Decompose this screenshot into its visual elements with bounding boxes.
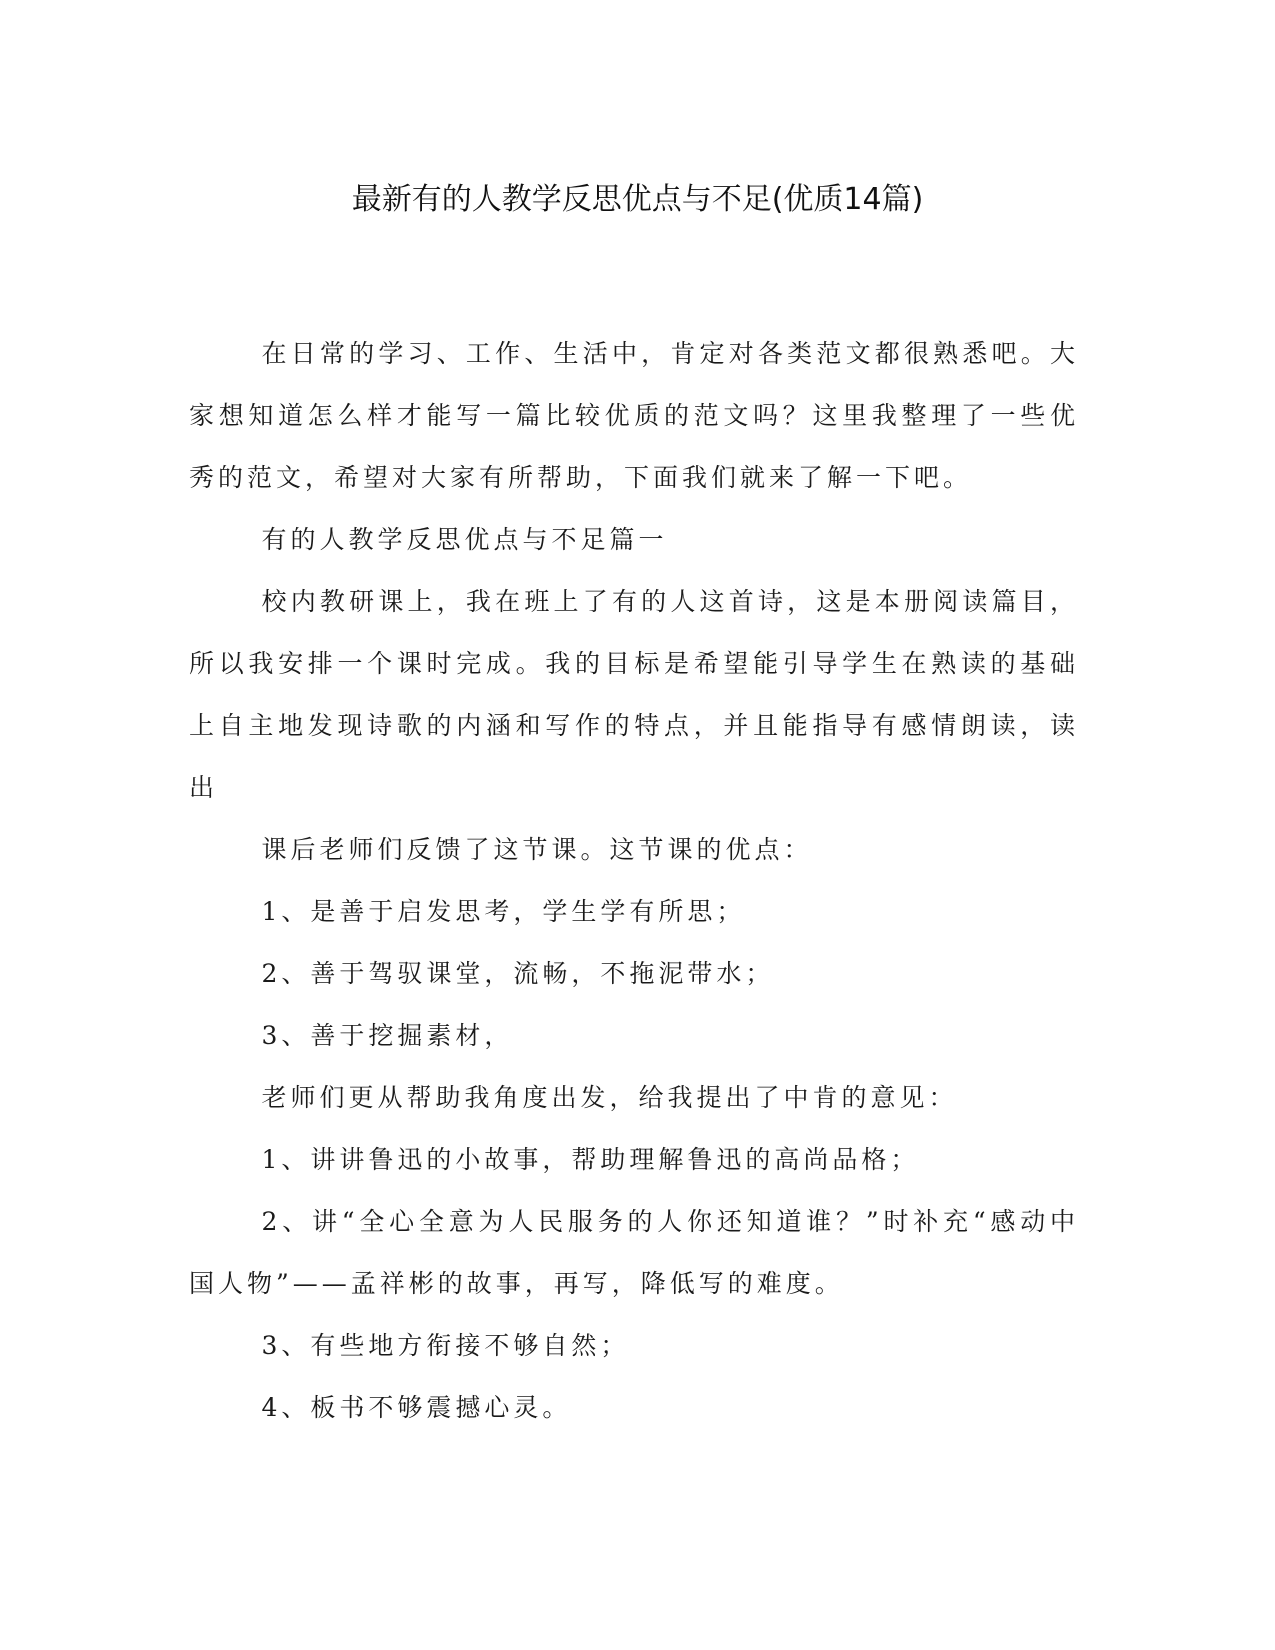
list-item: 4、板书不够震撼心灵。 [261,1393,572,1422]
intro-paragraph: 在日常的学习、工作、生活中，肯定对各类范文都很熟悉吧。大家想知道怎么样才能写一篇比较优质的范文吗？这里我整理了一些优秀的范文，希望对大家有所帮助，下面我们就来了解一下吧。 [189,339,1079,492]
document-body [189,323,1079,1439]
document-title: 最新有的人教学反思优点与不足(优质14篇) [351,182,924,217]
body-paragraph: 老师们更从帮助我角度出发，给我提出了中肯的意见： [261,1083,958,1112]
section-heading: 有的人教学反思优点与不足篇一 [261,525,668,554]
list-item: 2、善于驾驭课堂，流畅，不拖泥带水； [261,959,775,988]
list-item: 1、讲讲鲁迅的小故事，帮助理解鲁迅的高尚品格； [261,1145,920,1174]
list-item: 2、讲“全心全意为人民服务的人你还知道谁？”时补充“感动中国人物”——孟祥彬的故事，再写，降低写的难度。 [189,1207,1079,1298]
list-item: 3、有些地方衔接不够自然； [261,1331,630,1360]
list-item: 3、善于挖掘素材， [261,1021,514,1050]
body-paragraph: 校内教研课上，我在班上了有的人这首诗，这是本册阅读篇目，所以我安排一个课时完成。我的目标是希望能引导学生在熟读的基础上自主地发现诗歌的内涵和写作的特点，并且能指导有感情朗读，读出 [189,587,1079,802]
body-paragraph: 课后老师们反馈了这节课。这节课的优点： [261,835,813,864]
list-item: 1、是善于启发思考，学生学有所思； [261,897,746,926]
